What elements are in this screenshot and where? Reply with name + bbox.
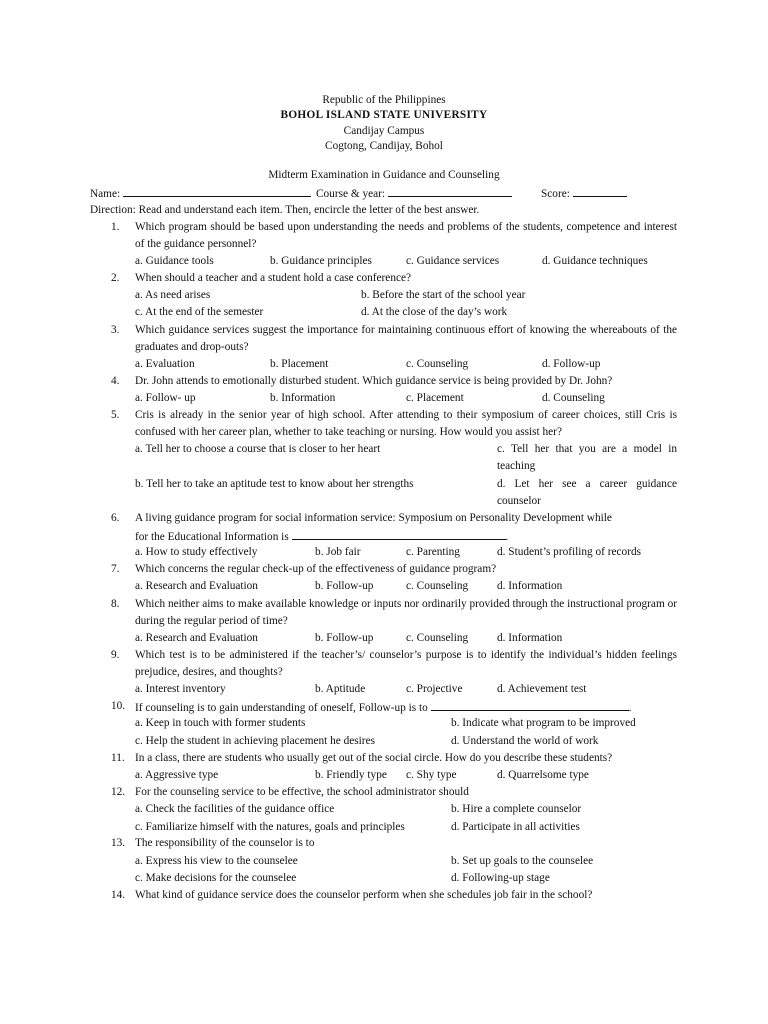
item-6-option-b[interactable]: b. Job fair <box>315 546 361 558</box>
item-3-option-b[interactable]: b. Placement <box>270 358 329 370</box>
item-9-option-c[interactable]: c. Projective <box>406 683 463 695</box>
item-4-question: Dr. John attends to emotionally disturbed student. Which guidance service is being provided by Dr. John? <box>135 375 613 387</box>
item-6-option-c[interactable]: c. Parenting <box>406 546 460 558</box>
item-3-option-c[interactable]: c. Counseling <box>406 358 469 370</box>
item-3-question: Which guidance services suggest the importance for maintaining continuous effort of knowing the whereabouts of the graduates and drop-outs? <box>135 324 677 353</box>
item-7-number: 7. <box>111 563 120 575</box>
item-8-question: Which neither aims to make available knowledge or inputs nor ordinarily provided through the instructional program or during the regular period of time? <box>135 598 677 627</box>
item-12-option-a[interactable]: a. Check the facilities of the guidance office <box>135 803 335 815</box>
item-9-option-d[interactable]: d. Achievement test <box>497 683 587 695</box>
item-11-option-d[interactable]: d. Quarrelsome type <box>497 769 589 781</box>
item-8-option-d[interactable]: d. Information <box>497 632 563 644</box>
item-7-option-d[interactable]: d. Information <box>497 580 563 592</box>
item-6-question-text: for the Educational Information is <box>135 531 289 543</box>
item-8-option-a[interactable]: a. Research and Evaluation <box>135 632 258 644</box>
item-2-option-d[interactable]: d. At the close of the day’s work <box>361 306 508 318</box>
item-13-option-d[interactable]: d. Following-up stage <box>451 872 550 884</box>
item-1-option-c[interactable]: c. Guidance services <box>406 255 500 267</box>
item-12-number: 12. <box>111 786 126 798</box>
direction-text: Direction: Read and understand each item. Then, encircle the letter of the best answer. <box>90 204 480 216</box>
item-13-number: 13. <box>111 837 126 849</box>
item-13-option-a[interactable]: a. Express his view to the counselee <box>135 855 298 867</box>
item-10-question: If counseling is to gain understanding of oneself, Follow-up is to <box>135 702 428 714</box>
item-3-option-d[interactable]: d. Follow-up <box>542 358 601 370</box>
item-2-option-a[interactable]: a. As need arises <box>135 289 211 301</box>
item-13-option-c[interactable]: c. Make decisions for the counselee <box>135 872 297 884</box>
campus-name: Candijay Campus <box>343 125 425 137</box>
course-label: Course & year: <box>316 188 386 200</box>
item-11-option-b[interactable]: b. Friendly type <box>315 769 387 781</box>
item-10-option-b[interactable]: b. Indicate what program to be improved <box>451 717 636 729</box>
item-14-question: What kind of guidance service does the counselor perform when she schedules job fair in the school? <box>135 889 593 901</box>
item-11-number: 11. <box>111 752 125 764</box>
item-5-option-c[interactable]: c. Tell her that you are a model in teaching <box>497 443 677 472</box>
item-5-number: 5. <box>111 409 120 421</box>
item-6-option-a[interactable]: a. How to study effectively <box>135 546 258 558</box>
item-10-option-c[interactable]: c. Help the student in achieving placement he desires <box>135 735 375 747</box>
score-blank[interactable] <box>573 184 627 197</box>
item-8-number: 8. <box>111 598 120 610</box>
item-10-period: . <box>628 702 632 714</box>
item-5-question: Cris is already in the senior year of high school. After attending to their symposium of career choices, still Cris is confused with her career plan, whether to take teaching or nursing. How would you assist her? <box>135 409 677 438</box>
item-1-number: 1. <box>111 221 120 233</box>
item-7-option-b[interactable]: b. Follow-up <box>315 580 374 592</box>
item-8-option-b[interactable]: b. Follow-up <box>315 632 374 644</box>
item-10-number: 10. <box>111 700 126 712</box>
item-6-question-line1: A living guidance program for social information service: Symposium on Personality Development while <box>135 512 612 524</box>
item-2-option-b[interactable]: b. Before the start of the school year <box>361 289 526 301</box>
item-1-question: Which program should be based upon understanding the needs and problems of the students, competence and interest of the guidance personnel? <box>135 221 677 250</box>
item-1-option-a[interactable]: a. Guidance tools <box>135 255 214 267</box>
item-13-question: The responsibility of the counselor is to <box>135 837 315 849</box>
name-blank[interactable] <box>123 184 311 197</box>
item-6-period: . <box>505 531 509 543</box>
item-9-number: 9. <box>111 649 120 661</box>
item-4-option-d[interactable]: d. Counseling <box>542 392 605 404</box>
item-12-option-d[interactable]: d. Participate in all activities <box>451 821 580 833</box>
item-7-question: Which concerns the regular check-up of the effectiveness of guidance program? <box>135 563 497 575</box>
item-3-number: 3. <box>111 324 120 336</box>
item-5-option-a[interactable]: a. Tell her to choose a course that is closer to her heart <box>135 443 381 455</box>
item-4-option-b[interactable]: b. Information <box>270 392 336 404</box>
republic-line: Republic of the Philippines <box>322 94 446 106</box>
course-blank[interactable] <box>388 184 512 197</box>
course-field <box>316 184 512 203</box>
item-12-question: For the counseling service to be effective, the school administrator should <box>135 786 469 798</box>
item-2-question: When should a teacher and a student hold a case conference? <box>135 272 412 284</box>
item-14-number: 14. <box>111 889 126 901</box>
exam-title: Midterm Examination in Guidance and Counseling <box>268 169 500 181</box>
item-6-number: 6. <box>111 512 120 524</box>
item-5-option-b[interactable]: b. Tell her to take an aptitude test to know about her strengths <box>135 478 414 490</box>
item-7-option-c[interactable]: c. Counseling <box>406 580 469 592</box>
score-field <box>541 184 627 203</box>
item-2-option-c[interactable]: c. At the end of the semester <box>135 306 264 318</box>
item-13-option-b[interactable]: b. Set up goals to the counselee <box>451 855 594 867</box>
item-4-number: 4. <box>111 375 120 387</box>
item-10-answer-blank[interactable] <box>431 698 629 711</box>
item-11-question: In a class, there are students who usually get out of the social circle. How do you describe these students? <box>135 752 613 764</box>
item-2-number: 2. <box>111 272 120 284</box>
item-12-option-c[interactable]: c. Familiarize himself with the natures, goals and principles <box>135 821 405 833</box>
item-11-option-c[interactable]: c. Shy type <box>406 769 457 781</box>
item-6-option-d[interactable]: d. Student’s profiling of records <box>497 546 642 558</box>
item-4-option-c[interactable]: c. Placement <box>406 392 464 404</box>
item-10-option-d[interactable]: d. Understand the world of work <box>451 735 599 747</box>
item-8-option-c[interactable]: c. Counseling <box>406 632 469 644</box>
campus-address: Cogtong, Candijay, Bohol <box>325 140 443 152</box>
item-3-option-a[interactable]: a. Evaluation <box>135 358 195 370</box>
item-5-option-d[interactable]: d. Let her see a career guidance counselor <box>497 478 677 507</box>
item-1-option-b[interactable]: b. Guidance principles <box>270 255 372 267</box>
item-1-option-d[interactable]: d. Guidance techniques <box>542 255 648 267</box>
item-6-answer-blank[interactable] <box>292 527 506 540</box>
item-9-option-a[interactable]: a. Interest inventory <box>135 683 226 695</box>
item-4-option-a[interactable]: a. Follow- up <box>135 392 196 404</box>
item-7-option-a[interactable]: a. Research and Evaluation <box>135 580 258 592</box>
item-9-option-b[interactable]: b. Aptitude <box>315 683 366 695</box>
score-label: Score: <box>541 188 570 200</box>
item-9-question: Which test is to be administered if the teacher’s/ counselor’s purpose is to identify the individual’s hidden feelings prejudice, desires, and thoughts? <box>135 649 677 678</box>
name-label: Name: <box>90 188 121 200</box>
item-11-option-a[interactable]: a. Aggressive type <box>135 769 219 781</box>
university-name: BOHOL ISLAND STATE UNIVERSITY <box>280 109 488 121</box>
name-field <box>90 184 311 203</box>
item-10-option-a[interactable]: a. Keep in touch with former students <box>135 717 306 729</box>
item-12-option-b[interactable]: b. Hire a complete counselor <box>451 803 582 815</box>
